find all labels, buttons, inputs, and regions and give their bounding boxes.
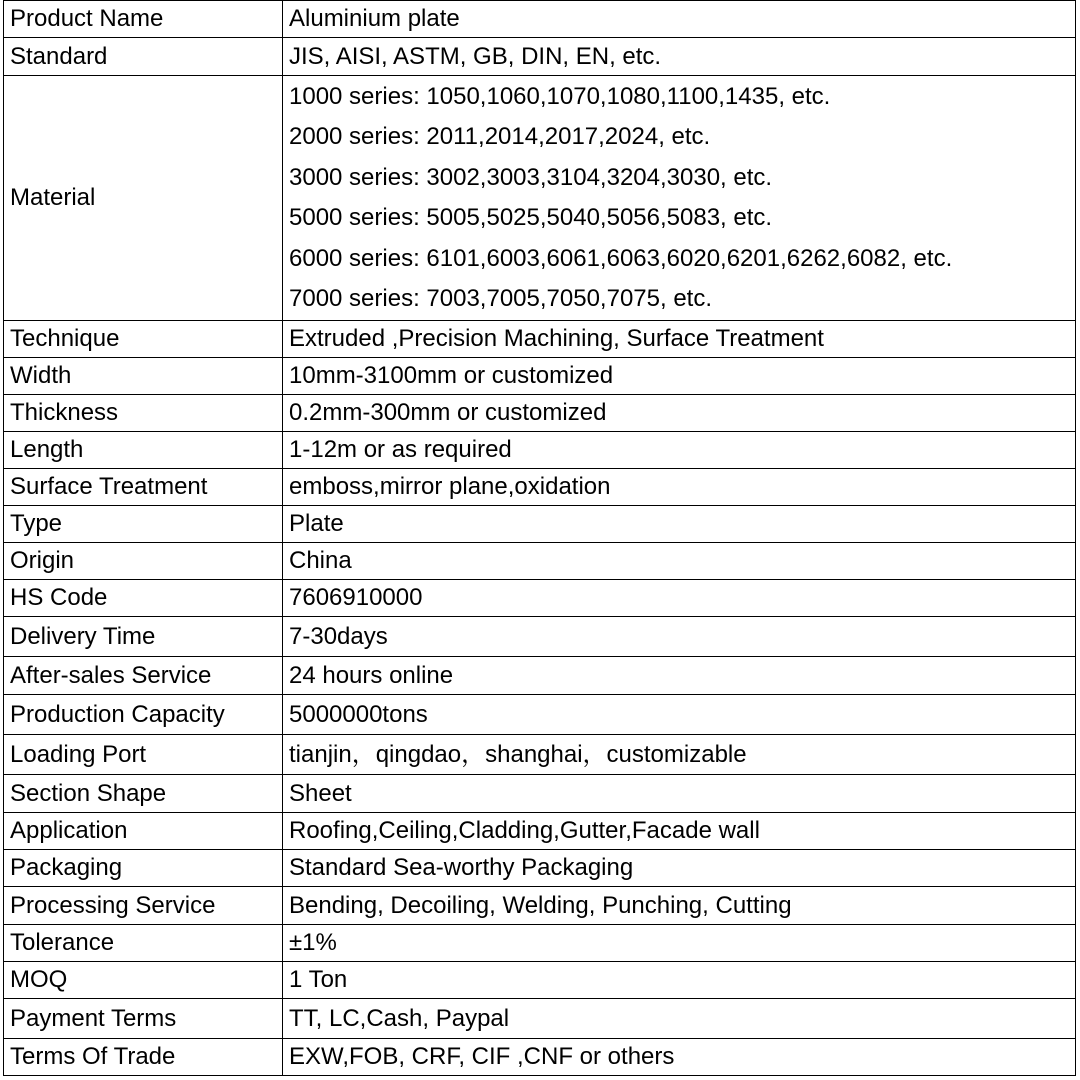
row-label: Thickness — [4, 395, 283, 432]
row-value: tianjin，qingdao，shanghai，customizable — [283, 735, 1076, 775]
material-line: 7000 series: 7003,7005,7050,7075, etc. — [289, 285, 712, 312]
table-row — [4, 543, 1076, 580]
table-row — [4, 432, 1076, 469]
row-value: EXW,FOB, CRF, CIF ,CNF or others — [283, 1039, 1076, 1076]
table-row — [4, 887, 1076, 925]
table-row — [4, 850, 1076, 887]
table-row — [4, 38, 1076, 76]
row-label: MOQ — [4, 962, 283, 999]
row-label: Type — [4, 506, 283, 543]
row-value: ±1% — [283, 925, 1076, 962]
table-row — [4, 469, 1076, 506]
row-label: Width — [4, 358, 283, 395]
row-value: China — [283, 543, 1076, 580]
table-row — [4, 775, 1076, 813]
row-value: TT, LC,Cash, Paypal — [283, 999, 1076, 1039]
table-row — [4, 925, 1076, 962]
row-label: Production Capacity — [4, 695, 283, 735]
material-line: 1000 series: 1050,1060,1070,1080,1100,1435, etc. — [289, 82, 831, 110]
row-label: Processing Service — [4, 887, 283, 925]
row-label: Surface Treatment — [4, 469, 283, 506]
row-label: Payment Terms — [4, 999, 283, 1039]
row-label: Terms Of Trade — [4, 1039, 283, 1076]
row-value: Bending, Decoiling, Welding, Punching, Cutting — [283, 887, 1076, 925]
table-row — [4, 657, 1076, 695]
table-row — [4, 1039, 1076, 1076]
row-label: Length — [4, 432, 283, 469]
table-row — [4, 1, 1076, 38]
row-label: Packaging — [4, 850, 283, 887]
row-value: Extruded ,Precision Machining, Surface Treatment — [283, 321, 1076, 358]
row-value: 7606910000 — [283, 580, 1076, 617]
material-line: 3000 series: 3002,3003,3104,3204,3030, etc. — [289, 163, 773, 191]
row-value: 1 Ton — [283, 962, 1076, 999]
row-label: Standard — [4, 38, 283, 76]
row-value: 5000000tons — [283, 695, 1076, 735]
row-value: Standard Sea-worthy Packaging — [283, 850, 1076, 887]
row-label: Material — [4, 76, 283, 321]
row-label: Loading Port — [4, 735, 283, 775]
material-value — [283, 76, 1076, 321]
material-line: 6000 series: 6101,6003,6061,6063,6020,6201,6262,6082, etc. — [289, 244, 953, 272]
row-value: Sheet — [283, 775, 1076, 813]
row-value: 1-12m or as required — [283, 432, 1076, 469]
row-value: 0.2mm-300mm or customized — [283, 395, 1076, 432]
row-label: After-sales Service — [4, 657, 283, 695]
row-label: Delivery Time — [4, 617, 283, 657]
row-label: HS Code — [4, 580, 283, 617]
row-label: Product Name — [4, 1, 283, 38]
table-row — [4, 395, 1076, 432]
row-value: 7-30days — [283, 617, 1076, 657]
row-value: JIS, AISI, ASTM, GB, DIN, EN, etc. — [283, 38, 1076, 76]
table-row — [4, 735, 1076, 775]
table-row — [4, 962, 1076, 999]
row-label: Section Shape — [4, 775, 283, 813]
table-row — [4, 506, 1076, 543]
spec-table — [3, 0, 1076, 1076]
row-label: Technique — [4, 321, 283, 358]
table-row — [4, 695, 1076, 735]
table-row — [4, 813, 1076, 850]
row-value: Plate — [283, 506, 1076, 543]
row-value: emboss,mirror plane,oxidation — [283, 469, 1076, 506]
row-label: Application — [4, 813, 283, 850]
material-line: 5000 series: 5005,5025,5040,5056,5083, etc. — [289, 204, 773, 231]
table-row — [4, 580, 1076, 617]
table-row — [4, 358, 1076, 395]
table-row — [4, 999, 1076, 1039]
row-value: 10mm-3100mm or customized — [283, 358, 1076, 395]
row-value: 24 hours online — [283, 657, 1076, 695]
row-label: Tolerance — [4, 925, 283, 962]
table-row — [4, 76, 1076, 321]
row-value: Roofing,Ceiling,Cladding,Gutter,Facade wall — [283, 813, 1076, 850]
table-row — [4, 321, 1076, 358]
row-value: Aluminium plate — [283, 1, 1076, 38]
row-label: Origin — [4, 543, 283, 580]
table-row — [4, 617, 1076, 657]
material-line: 2000 series: 2011,2014,2017,2024, etc. — [289, 123, 711, 150]
